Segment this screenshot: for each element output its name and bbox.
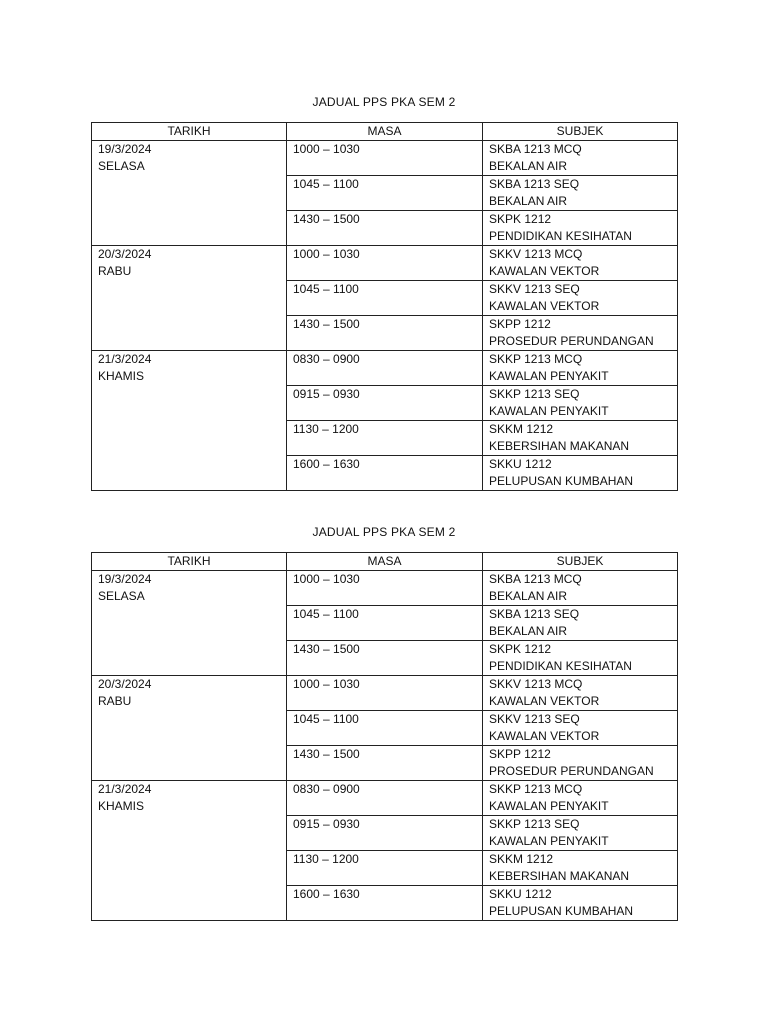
schedule-table xyxy=(91,552,678,921)
subject-name: PENDIDIKAN KESIHATAN xyxy=(489,659,632,673)
day-text: KHAMIS xyxy=(98,799,145,813)
subject-name: KAWALAN VEKTOR xyxy=(489,694,600,708)
date-text: 20/3/2024 xyxy=(98,677,152,691)
schedule-block-1 xyxy=(91,94,677,488)
subject-code: SKKU 1212 xyxy=(489,887,552,901)
subject-name: KEBERSIHAN MAKANAN xyxy=(489,439,630,453)
day-text: KHAMIS xyxy=(98,369,145,383)
subject-cell xyxy=(483,456,678,491)
table-header-row xyxy=(92,553,678,571)
subject-cell xyxy=(483,281,678,316)
subject-name: PROSEDUR PERUNDANGAN xyxy=(489,334,654,348)
subject-cell xyxy=(483,316,678,351)
date-cell xyxy=(92,351,287,491)
subject-cell xyxy=(483,176,678,211)
table-row xyxy=(92,571,678,606)
subject-cell xyxy=(483,676,678,711)
table-row xyxy=(92,781,678,816)
subject-name: PROSEDUR PERUNDANGAN xyxy=(489,764,654,778)
subject-name: BEKALAN AIR xyxy=(489,624,568,638)
subject-code: SKPP 1212 xyxy=(489,747,551,761)
subject-code: SKBA 1213 MCQ xyxy=(489,572,582,586)
schedule-title: JADUAL PPS PKA SEM 2 xyxy=(312,525,456,539)
subject-code: SKPP 1212 xyxy=(489,317,551,331)
date-text: 20/3/2024 xyxy=(98,247,152,261)
time-cell: 1045 – 1100 xyxy=(287,176,483,211)
date-text: 21/3/2024 xyxy=(98,352,152,366)
time-cell: 1000 – 1030 xyxy=(287,676,483,711)
table-row xyxy=(92,676,678,711)
table-row xyxy=(92,351,678,386)
subject-name: PELUPUSAN KUMBAHAN xyxy=(489,474,634,488)
time-cell: 1000 – 1030 xyxy=(287,246,483,281)
header-subjek: SUBJEK xyxy=(483,123,678,141)
table-header-row xyxy=(92,123,678,141)
subject-name: KAWALAN VEKTOR xyxy=(489,264,600,278)
date-text: 19/3/2024 xyxy=(98,142,152,156)
subject-cell xyxy=(483,211,678,246)
date-cell xyxy=(92,781,287,921)
subject-code: SKKV 1213 MCQ xyxy=(489,677,583,691)
subject-name: BEKALAN AIR xyxy=(489,589,568,603)
subject-code: SKBA 1213 MCQ xyxy=(489,142,582,156)
subject-code: SKBA 1213 SEQ xyxy=(489,177,580,191)
time-cell: 1430 – 1500 xyxy=(287,641,483,676)
time-cell: 0830 – 0900 xyxy=(287,351,483,386)
subject-cell xyxy=(483,351,678,386)
subject-name: BEKALAN AIR xyxy=(489,194,568,208)
date-cell xyxy=(92,141,287,246)
subject-code: SKKP 1213 MCQ xyxy=(489,782,583,796)
time-cell: 1600 – 1630 xyxy=(287,886,483,921)
subject-code: SKPK 1212 xyxy=(489,212,552,226)
subject-cell xyxy=(483,141,678,176)
time-cell: 1430 – 1500 xyxy=(287,211,483,246)
subject-cell xyxy=(483,851,678,886)
subject-cell xyxy=(483,711,678,746)
subject-code: SKKU 1212 xyxy=(489,457,552,471)
subject-code: SKBA 1213 SEQ xyxy=(489,607,580,621)
subject-cell xyxy=(483,571,678,606)
day-text: RABU xyxy=(98,694,132,708)
header-subjek: SUBJEK xyxy=(483,553,678,571)
subject-code: SKKM 1212 xyxy=(489,422,554,436)
time-cell: 0915 – 0930 xyxy=(287,816,483,851)
header-tarikh: TARIKH xyxy=(92,553,287,571)
header-tarikh: TARIKH xyxy=(92,123,287,141)
subject-cell xyxy=(483,606,678,641)
subject-cell xyxy=(483,746,678,781)
time-cell: 1130 – 1200 xyxy=(287,421,483,456)
header-masa: MASA xyxy=(287,123,483,141)
time-cell: 0830 – 0900 xyxy=(287,781,483,816)
subject-cell xyxy=(483,886,678,921)
time-cell: 1045 – 1100 xyxy=(287,711,483,746)
subject-name: BEKALAN AIR xyxy=(489,159,568,173)
subject-name: KAWALAN PENYAKIT xyxy=(489,799,609,813)
schedule-block-2 xyxy=(91,524,677,918)
subject-cell xyxy=(483,386,678,421)
table-row xyxy=(92,141,678,176)
schedule-table xyxy=(91,122,678,491)
date-text: 21/3/2024 xyxy=(98,782,152,796)
time-cell: 1000 – 1030 xyxy=(287,141,483,176)
subject-name: KAWALAN PENYAKIT xyxy=(489,404,609,418)
subject-code: SKKP 1213 SEQ xyxy=(489,817,580,831)
time-cell: 1430 – 1500 xyxy=(287,746,483,781)
subject-name: KAWALAN PENYAKIT xyxy=(489,834,609,848)
subject-code: SKPK 1212 xyxy=(489,642,552,656)
subject-code: SKKV 1213 SEQ xyxy=(489,282,580,296)
subject-code: SKKM 1212 xyxy=(489,852,554,866)
time-cell: 0915 – 0930 xyxy=(287,386,483,421)
day-text: SELASA xyxy=(98,589,145,603)
schedule-title: JADUAL PPS PKA SEM 2 xyxy=(312,95,456,109)
subject-name: KAWALAN VEKTOR xyxy=(489,729,600,743)
time-cell: 1130 – 1200 xyxy=(287,851,483,886)
date-text: 19/3/2024 xyxy=(98,572,152,586)
time-cell: 1430 – 1500 xyxy=(287,316,483,351)
subject-cell xyxy=(483,781,678,816)
subject-name: KAWALAN VEKTOR xyxy=(489,299,600,313)
date-cell xyxy=(92,676,287,781)
time-cell: 1000 – 1030 xyxy=(287,571,483,606)
time-cell: 1045 – 1100 xyxy=(287,606,483,641)
time-cell: 1045 – 1100 xyxy=(287,281,483,316)
subject-code: SKKV 1213 MCQ xyxy=(489,247,583,261)
subject-code: SKKP 1213 SEQ xyxy=(489,387,580,401)
subject-code: SKKP 1213 MCQ xyxy=(489,352,583,366)
subject-cell xyxy=(483,641,678,676)
subject-name: PENDIDIKAN KESIHATAN xyxy=(489,229,632,243)
date-cell xyxy=(92,246,287,351)
subject-name: KEBERSIHAN MAKANAN xyxy=(489,869,630,883)
day-text: SELASA xyxy=(98,159,145,173)
subject-name: PELUPUSAN KUMBAHAN xyxy=(489,904,634,918)
date-cell xyxy=(92,571,287,676)
subject-code: SKKV 1213 SEQ xyxy=(489,712,580,726)
table-row xyxy=(92,246,678,281)
time-cell: 1600 – 1630 xyxy=(287,456,483,491)
subject-name: KAWALAN PENYAKIT xyxy=(489,369,609,383)
subject-cell xyxy=(483,816,678,851)
day-text: RABU xyxy=(98,264,132,278)
header-masa: MASA xyxy=(287,553,483,571)
subject-cell xyxy=(483,421,678,456)
subject-cell xyxy=(483,246,678,281)
